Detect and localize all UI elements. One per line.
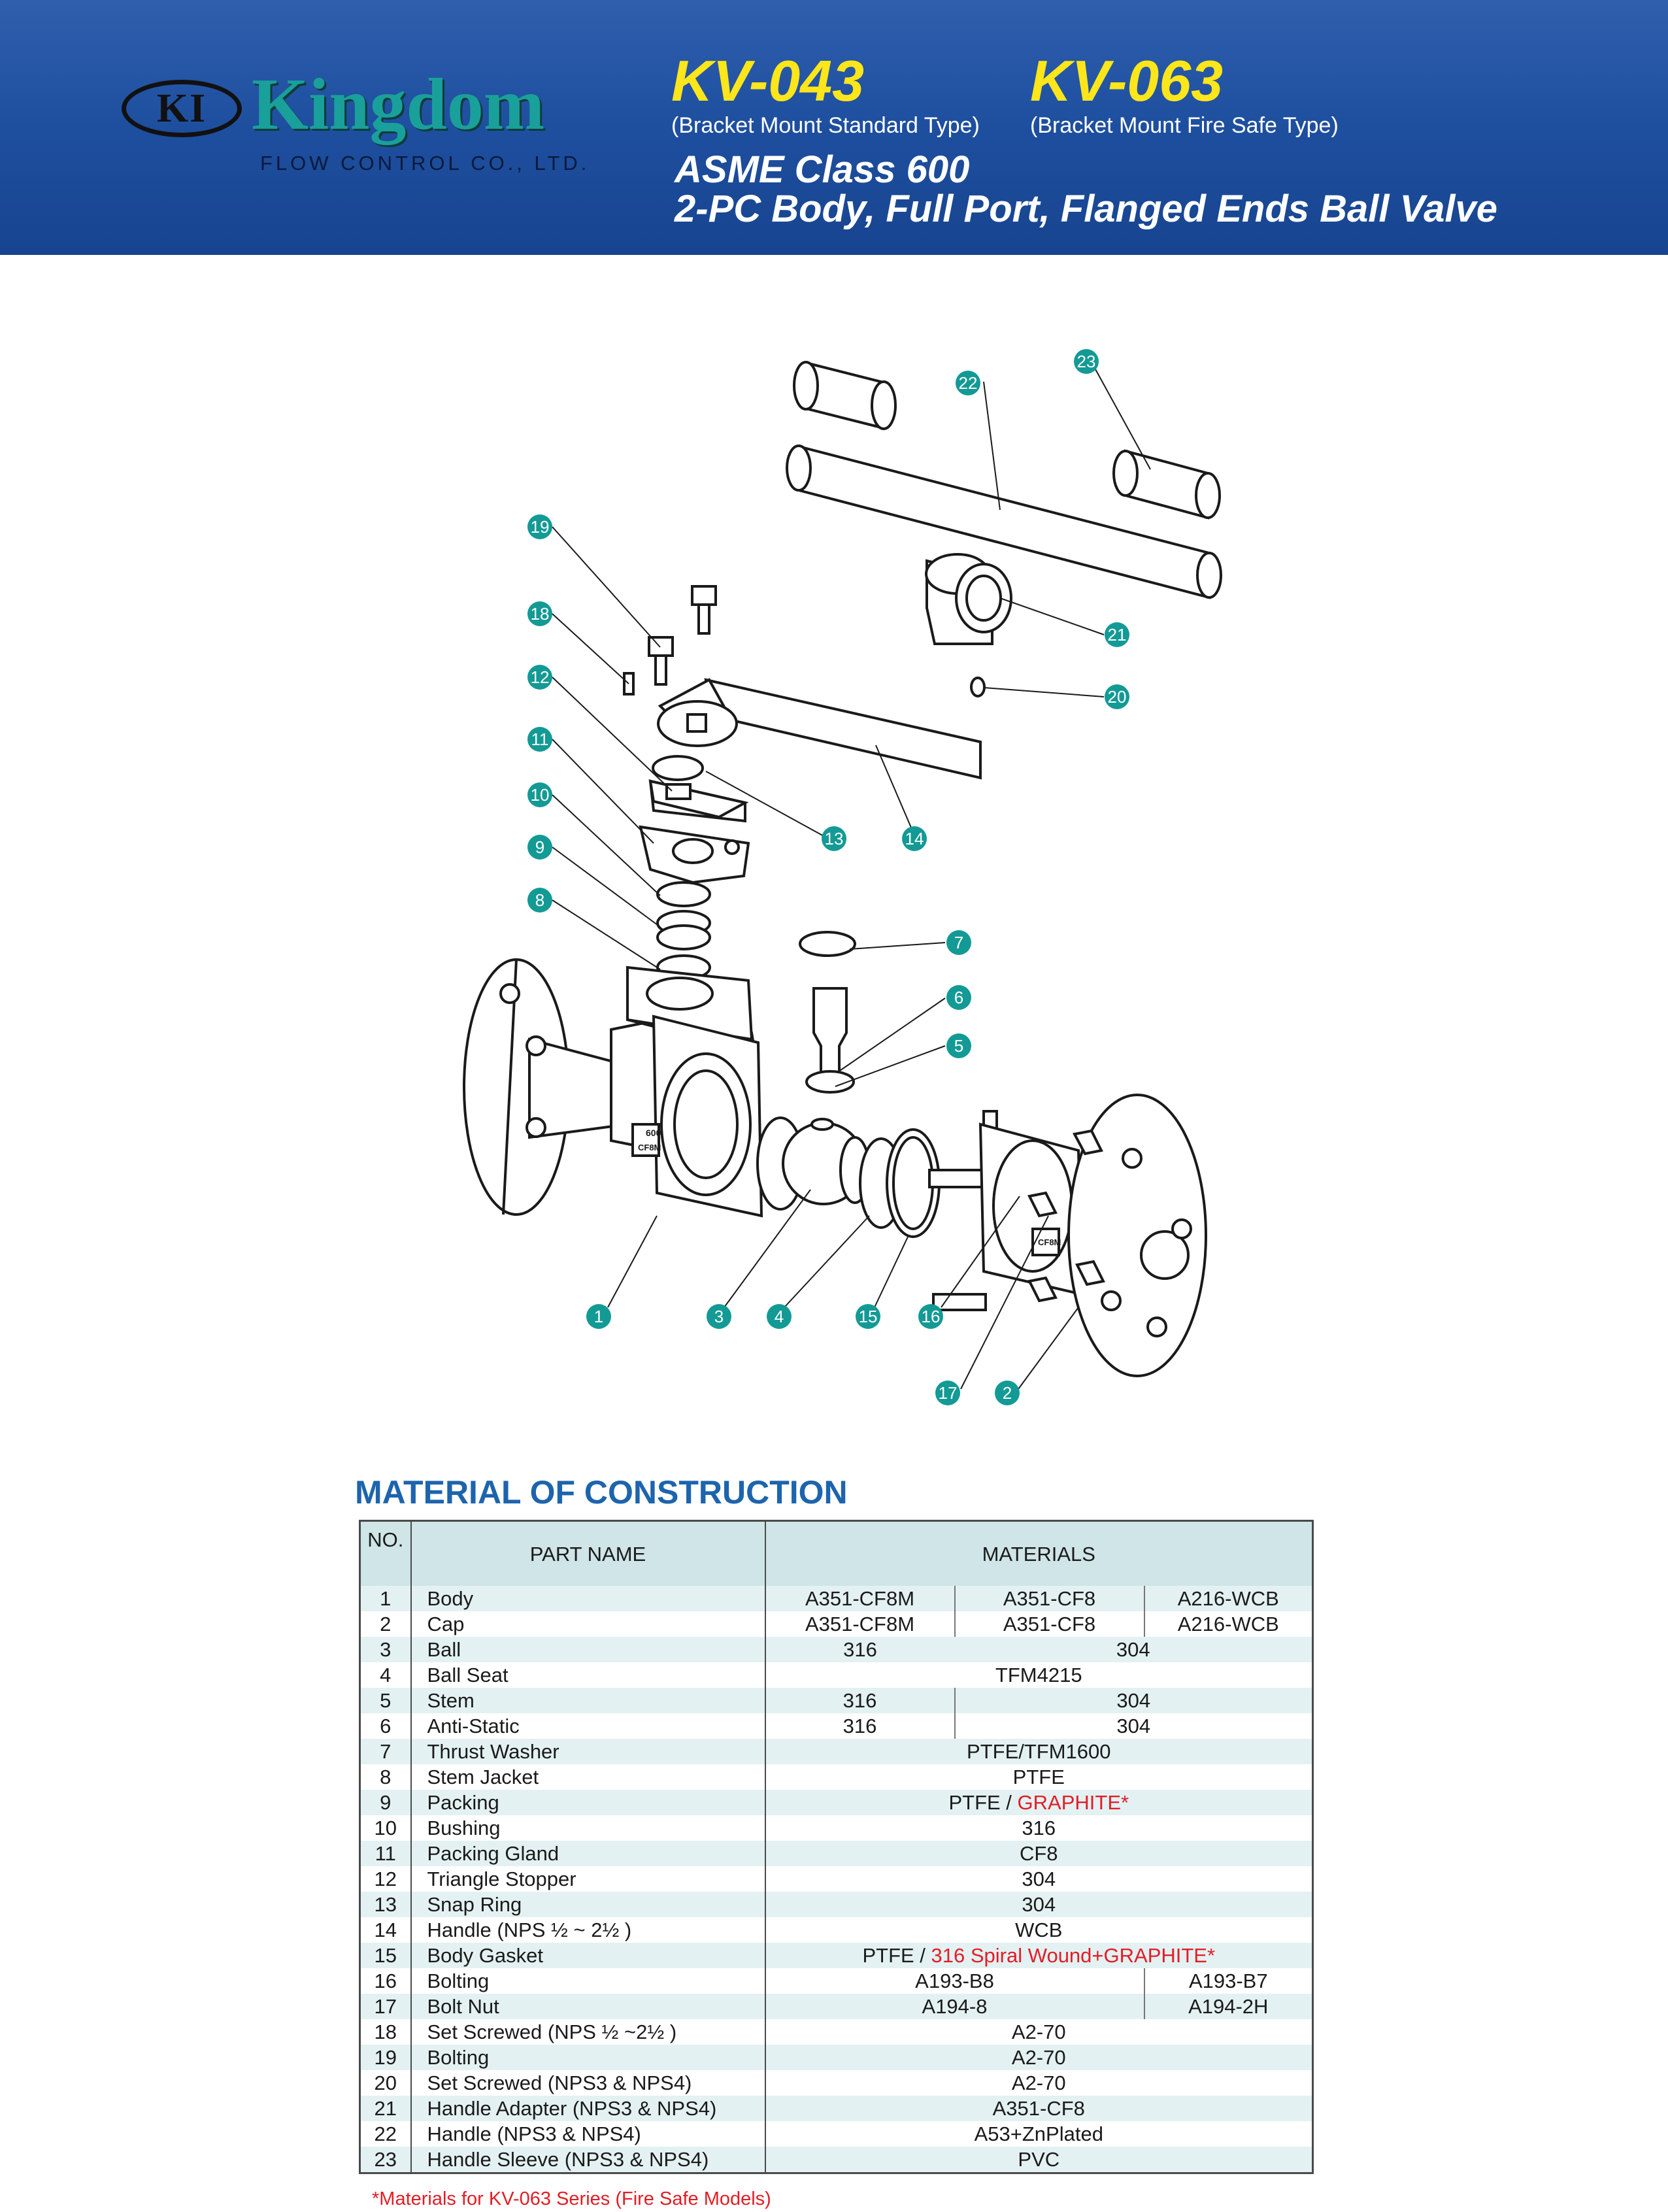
row-material: A194-2H bbox=[1144, 1994, 1313, 2019]
row-part: Body Gasket bbox=[411, 1943, 765, 1968]
callout-10 bbox=[527, 782, 552, 807]
callout-8 bbox=[527, 888, 552, 913]
svg-text:20: 20 bbox=[1107, 687, 1127, 707]
row-no: 14 bbox=[360, 1917, 411, 1943]
svg-text:17: 17 bbox=[938, 1383, 958, 1403]
row-no: 23 bbox=[360, 2147, 411, 2173]
table-row bbox=[360, 2096, 1313, 2121]
table-row bbox=[360, 1713, 1313, 1739]
fire-safe-material: 316 Spiral Wound+GRAPHITE* bbox=[931, 1944, 1216, 1967]
row-part: Snap Ring bbox=[411, 1892, 765, 1917]
svg-text:11: 11 bbox=[531, 729, 549, 749]
svg-text:12: 12 bbox=[530, 667, 550, 687]
snap-ring bbox=[653, 756, 703, 780]
row-material: 304 bbox=[955, 1637, 1313, 1662]
row-part: Handle (NPS3 & NPS4) bbox=[411, 2121, 765, 2147]
svg-text:5: 5 bbox=[954, 1036, 964, 1056]
table-row bbox=[360, 1611, 1313, 1637]
company-logo-mark bbox=[122, 80, 242, 137]
material-section-title: MATERIAL OF CONSTRUCTION bbox=[355, 1474, 848, 1511]
row-no: 7 bbox=[360, 1739, 411, 1764]
table-row bbox=[360, 1688, 1313, 1713]
table-row bbox=[360, 2045, 1313, 2070]
model-number-firesafe: KV-063 bbox=[1030, 48, 1224, 113]
row-no: 2 bbox=[360, 1611, 411, 1637]
callout-6 bbox=[946, 985, 971, 1010]
svg-text:10: 10 bbox=[530, 785, 550, 805]
col-part-name: PART NAME bbox=[411, 1521, 765, 1586]
row-no: 22 bbox=[360, 2121, 411, 2147]
cap-stamp-material: CF8M bbox=[1038, 1237, 1061, 1247]
row-material bbox=[765, 1943, 1313, 1968]
callout-5 bbox=[946, 1033, 971, 1058]
callout-22 bbox=[956, 371, 980, 395]
row-material: A351-CF8 bbox=[765, 2096, 1313, 2121]
callout-2 bbox=[995, 1381, 1020, 1405]
row-part: Bolting bbox=[411, 1968, 765, 1994]
bushing bbox=[658, 882, 710, 906]
handle-sleeve-left bbox=[794, 362, 895, 429]
row-part: Ball bbox=[411, 1637, 765, 1662]
callout-19 bbox=[527, 514, 552, 539]
table-row bbox=[360, 1637, 1313, 1662]
row-material: 304 bbox=[1116, 1715, 1151, 1737]
lever-handle bbox=[658, 680, 980, 778]
set-screw-20 bbox=[971, 678, 984, 696]
svg-text:4: 4 bbox=[774, 1307, 784, 1326]
svg-text:1: 1 bbox=[593, 1307, 604, 1326]
svg-text:2: 2 bbox=[1002, 1383, 1012, 1403]
table-row bbox=[360, 1866, 1313, 1892]
row-part: Handle (NPS ½ ~ 2½ ) bbox=[411, 1917, 765, 1943]
packing-gland bbox=[641, 827, 748, 882]
table-row bbox=[360, 2147, 1313, 2173]
row-material: A351-CF8 bbox=[955, 1586, 1144, 1611]
fire-safe-material: GRAPHITE* bbox=[1017, 1791, 1129, 1814]
svg-text:9: 9 bbox=[535, 837, 545, 857]
row-material: PVC bbox=[765, 2147, 1313, 2173]
table-row bbox=[360, 1994, 1313, 2019]
exploded-valve-drawing bbox=[0, 327, 1668, 1438]
row-no: 3 bbox=[360, 1637, 411, 1662]
svg-text:23: 23 bbox=[1076, 352, 1096, 371]
svg-text:21: 21 bbox=[1107, 625, 1127, 645]
callout-3 bbox=[707, 1304, 731, 1329]
header-banner bbox=[0, 0, 1668, 255]
row-no: 9 bbox=[360, 1790, 411, 1815]
row-material: 304 bbox=[1022, 1868, 1056, 1890]
row-no: 18 bbox=[360, 2019, 411, 2045]
row-no: 20 bbox=[360, 2070, 411, 2096]
row-material: TFM4215 bbox=[995, 1664, 1082, 1686]
valve-cap bbox=[929, 1095, 1206, 1376]
body-stamp-material: CF8M bbox=[638, 1143, 661, 1152]
row-material: 304 bbox=[955, 1688, 1313, 1713]
row-no: 17 bbox=[360, 1994, 411, 2019]
pressure-class-title: ASME Class 600 bbox=[675, 148, 970, 191]
table-row bbox=[360, 1968, 1313, 1994]
row-material: PTFE bbox=[1012, 1766, 1065, 1788]
row-material: A351-CF8 bbox=[955, 1611, 1144, 1637]
row-material: CF8 bbox=[765, 1841, 1313, 1866]
svg-text:16: 16 bbox=[921, 1307, 941, 1326]
model-number-standard: KV-043 bbox=[671, 48, 865, 113]
row-part: Packing bbox=[411, 1790, 765, 1815]
callout-17 bbox=[935, 1381, 960, 1405]
svg-text:19: 19 bbox=[530, 517, 550, 537]
row-material: A2-70 bbox=[1011, 2020, 1066, 2043]
callout-9 bbox=[527, 835, 552, 860]
svg-text:7: 7 bbox=[954, 933, 964, 952]
svg-text:15: 15 bbox=[858, 1307, 878, 1326]
material-table bbox=[359, 1520, 1314, 2174]
table-row bbox=[360, 1892, 1313, 1917]
table-row bbox=[360, 1943, 1313, 1968]
svg-text:6: 6 bbox=[954, 988, 964, 1007]
table-row bbox=[360, 1739, 1313, 1764]
handle-sleeve-right bbox=[1114, 451, 1220, 518]
row-no: 11 bbox=[360, 1841, 411, 1866]
row-part: Bolt Nut bbox=[411, 1994, 765, 2019]
row-part: Set Screwed (NPS ½ ~2½ ) bbox=[411, 2019, 765, 2045]
valve-body bbox=[464, 960, 761, 1216]
row-material: A351-CF8M bbox=[765, 1611, 955, 1637]
row-material: 316 bbox=[1022, 1817, 1056, 1839]
row-material bbox=[765, 1790, 1313, 1815]
body-stamp-class: 600 bbox=[646, 1128, 661, 1138]
table-header-row bbox=[360, 1521, 1313, 1586]
callout-20 bbox=[1105, 684, 1129, 709]
row-material: 316 bbox=[765, 1637, 955, 1662]
table-row bbox=[360, 2019, 1313, 2045]
col-materials: MATERIALS bbox=[765, 1521, 1313, 1586]
row-part: Cap bbox=[411, 1611, 765, 1637]
callout-12 bbox=[527, 665, 552, 690]
material-text: PTFE / bbox=[948, 1791, 1018, 1814]
row-material: A193-B7 bbox=[1188, 1969, 1268, 1992]
callout-21 bbox=[1105, 622, 1129, 647]
row-part: Bushing bbox=[411, 1815, 765, 1841]
row-no: 5 bbox=[360, 1688, 411, 1713]
callout-4 bbox=[767, 1304, 792, 1329]
callout-1 bbox=[586, 1304, 611, 1329]
row-no: 12 bbox=[360, 1866, 411, 1892]
row-material: A2-70 bbox=[1011, 2071, 1066, 2094]
row-material: A193-B8 bbox=[765, 1968, 1144, 1994]
row-material: 316 bbox=[765, 1688, 955, 1713]
row-material: PTFE/TFM1600 bbox=[765, 1739, 1313, 1764]
table-row bbox=[360, 1815, 1313, 1841]
col-no: NO. bbox=[360, 1521, 411, 1586]
svg-text:22: 22 bbox=[958, 373, 978, 393]
svg-text:14: 14 bbox=[905, 829, 924, 848]
material-text: PTFE / bbox=[862, 1944, 931, 1967]
row-material: A216-WCB bbox=[1177, 1613, 1279, 1635]
row-material: WCB bbox=[1015, 1919, 1063, 1941]
row-no: 13 bbox=[360, 1892, 411, 1917]
row-material: A53+ZnPlated bbox=[974, 2122, 1103, 2145]
row-part: Handle Sleeve (NPS3 & NPS4) bbox=[411, 2147, 765, 2173]
bolting-19 bbox=[649, 586, 716, 684]
company-subtitle: FLOW CONTROL CO., LTD. bbox=[260, 152, 590, 175]
logo-mark-text: KI bbox=[156, 86, 207, 131]
row-part: Set Screwed (NPS3 & NPS4) bbox=[411, 2070, 765, 2096]
row-part: Anti-Static bbox=[411, 1713, 765, 1739]
table-row bbox=[360, 2070, 1313, 2096]
row-part: Handle Adapter (NPS3 & NPS4) bbox=[411, 2096, 765, 2121]
row-no: 16 bbox=[360, 1968, 411, 1994]
callout-23 bbox=[1074, 349, 1099, 374]
svg-text:13: 13 bbox=[824, 829, 844, 848]
row-material: A2-70 bbox=[765, 2045, 1313, 2070]
triangle-stopper bbox=[650, 781, 745, 821]
callout-11 bbox=[527, 727, 552, 752]
packing-lower bbox=[658, 926, 710, 949]
row-no: 8 bbox=[360, 1764, 411, 1790]
valve-stem bbox=[807, 988, 854, 1092]
row-part: Body bbox=[411, 1586, 765, 1611]
svg-text:8: 8 bbox=[535, 890, 545, 910]
row-material: 304 bbox=[765, 1892, 1313, 1917]
svg-text:3: 3 bbox=[714, 1307, 724, 1326]
table-row bbox=[360, 1790, 1313, 1815]
row-part: Packing Gland bbox=[411, 1841, 765, 1866]
fire-safe-footnote: *Materials for KV-063 Series (Fire Safe Models) bbox=[372, 2188, 771, 2209]
table-row bbox=[360, 1586, 1313, 1611]
row-no: 15 bbox=[360, 1943, 411, 1968]
handle-adapter bbox=[926, 554, 1011, 644]
table-row bbox=[360, 1662, 1313, 1688]
callout-16 bbox=[918, 1304, 943, 1329]
company-logo-word: Kingdom bbox=[252, 64, 545, 145]
row-part: Ball Seat bbox=[411, 1662, 765, 1688]
callout-18 bbox=[527, 601, 552, 626]
model-standard-type: (Bracket Mount Standard Type) bbox=[671, 113, 980, 138]
table-row bbox=[360, 2121, 1313, 2147]
row-material: A351-CF8M bbox=[765, 1586, 955, 1611]
row-part: Stem bbox=[411, 1688, 765, 1713]
row-no: 10 bbox=[360, 1815, 411, 1841]
row-part: Thrust Washer bbox=[411, 1739, 765, 1764]
table-row bbox=[360, 1841, 1313, 1866]
table-row bbox=[360, 1917, 1313, 1943]
row-material: 316 bbox=[765, 1713, 955, 1739]
callout-14 bbox=[902, 826, 927, 851]
row-no: 6 bbox=[360, 1713, 411, 1739]
callout-15 bbox=[856, 1304, 880, 1329]
row-part: Stem Jacket bbox=[411, 1764, 765, 1790]
row-part: Bolting bbox=[411, 2045, 765, 2070]
model-firesafe-type: (Bracket Mount Fire Safe Type) bbox=[1030, 113, 1339, 138]
row-part: Triangle Stopper bbox=[411, 1866, 765, 1892]
row-material: A216-WCB bbox=[1144, 1586, 1313, 1611]
svg-text:18: 18 bbox=[530, 604, 550, 624]
row-no: 21 bbox=[360, 2096, 411, 2121]
thrust-washer bbox=[800, 932, 855, 956]
row-no: 4 bbox=[360, 1662, 411, 1688]
row-no: 19 bbox=[360, 2045, 411, 2070]
row-material: A194-8 bbox=[765, 1994, 1144, 2019]
row-no: 1 bbox=[360, 1586, 411, 1611]
callout-13 bbox=[822, 826, 846, 851]
product-title: 2-PC Body, Full Port, Flanged Ends Ball Valve bbox=[675, 188, 1498, 230]
table-row bbox=[360, 1764, 1313, 1790]
callout-7 bbox=[946, 930, 971, 955]
